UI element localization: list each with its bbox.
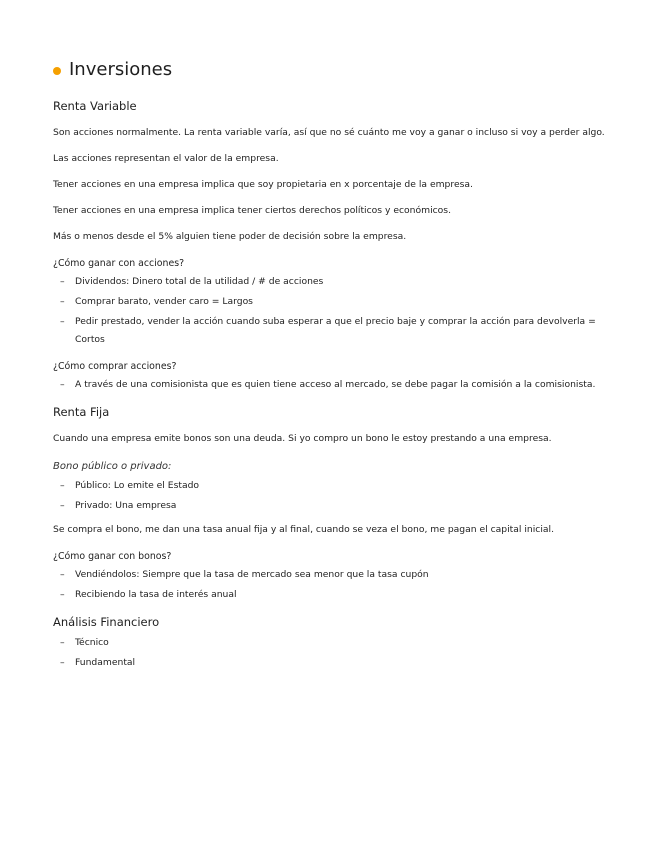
title-bullet-icon (53, 67, 61, 75)
section-heading-analisis: Análisis Financiero (53, 615, 160, 629)
list-ganar-acciones (53, 273, 613, 349)
paragraph: Son acciones normalmente. La renta variable varía, así que no sé cuánto me voy a ganar o incluso si voy a perder algo. (53, 127, 605, 138)
list-bono (53, 477, 613, 515)
list-ganar-bonos (53, 566, 613, 604)
list-item: – Vendiéndolos: Siempre que la tasa de mercado sea menor que la tasa cupón (53, 566, 613, 584)
section-analisis-financiero (53, 614, 613, 672)
dash-icon: – (60, 379, 65, 390)
paragraph: Se compra el bono, me dan una tasa anual fija y al final, cuando se veza el bono, me pagan el capital inicial. (53, 524, 555, 535)
list-item: – Público: Lo emite el Estado (53, 477, 613, 495)
document-page (53, 58, 613, 682)
list-item: – Dividendos: Dinero total de la utilidad / # de acciones (53, 273, 613, 291)
list-comprar-acciones (53, 376, 613, 394)
dash-icon: – (60, 296, 65, 307)
paragraph: Más o menos desde el 5% alguien tiene poder de decisión sobre la empresa. (53, 231, 407, 242)
dash-icon: – (60, 316, 65, 327)
list-label-ganar-bonos: ¿Cómo ganar con bonos? (53, 551, 172, 562)
list-analisis (53, 634, 613, 672)
dash-icon: – (60, 500, 65, 511)
title-row (53, 58, 613, 82)
dash-icon: – (60, 637, 65, 648)
dash-icon: – (60, 480, 65, 491)
list-label-ganar-acciones: ¿Cómo ganar con acciones? (53, 258, 185, 269)
list-item: – Fundamental (53, 654, 613, 672)
list-label-bono: Bono público o privado: (53, 461, 172, 472)
section-renta-variable (53, 98, 613, 394)
list-item: – A través de una comisionista que es quien tiene acceso al mercado, se debe pagar la comisión a la comisionista. (53, 376, 613, 394)
paragraph: Tener acciones en una empresa implica tener ciertos derechos políticos y económicos. (53, 205, 452, 216)
dash-icon: – (60, 276, 65, 287)
dash-icon: – (60, 589, 65, 600)
list-item: – Recibiendo la tasa de interés anual (53, 586, 613, 604)
paragraph: Las acciones representan el valor de la empresa. (53, 153, 279, 164)
list-item: – Privado: Una empresa (53, 497, 613, 515)
list-item: – Técnico (53, 634, 613, 652)
list-label-comprar-acciones: ¿Cómo comprar acciones? (53, 361, 177, 372)
paragraph: Cuando una empresa emite bonos son una deuda. Si yo compro un bono le estoy prestando a una empresa. (53, 433, 552, 444)
dash-icon: – (60, 657, 65, 668)
section-heading-renta-variable: Renta Variable (53, 99, 137, 113)
list-item: – Comprar barato, vender caro = Largos (53, 293, 613, 311)
section-heading-renta-fija: Renta Fija (53, 405, 110, 419)
paragraph: Tener acciones en una empresa implica que soy propietaria en x porcentaje de la empresa. (53, 179, 473, 190)
list-item: – Pedir prestado, vender la acción cuando suba esperar a que el precio baje y comprar la acción para devolverla = Cortos (53, 313, 613, 349)
section-renta-fija (53, 404, 613, 604)
dash-icon: – (60, 569, 65, 580)
page-title: Inversiones (69, 59, 173, 80)
